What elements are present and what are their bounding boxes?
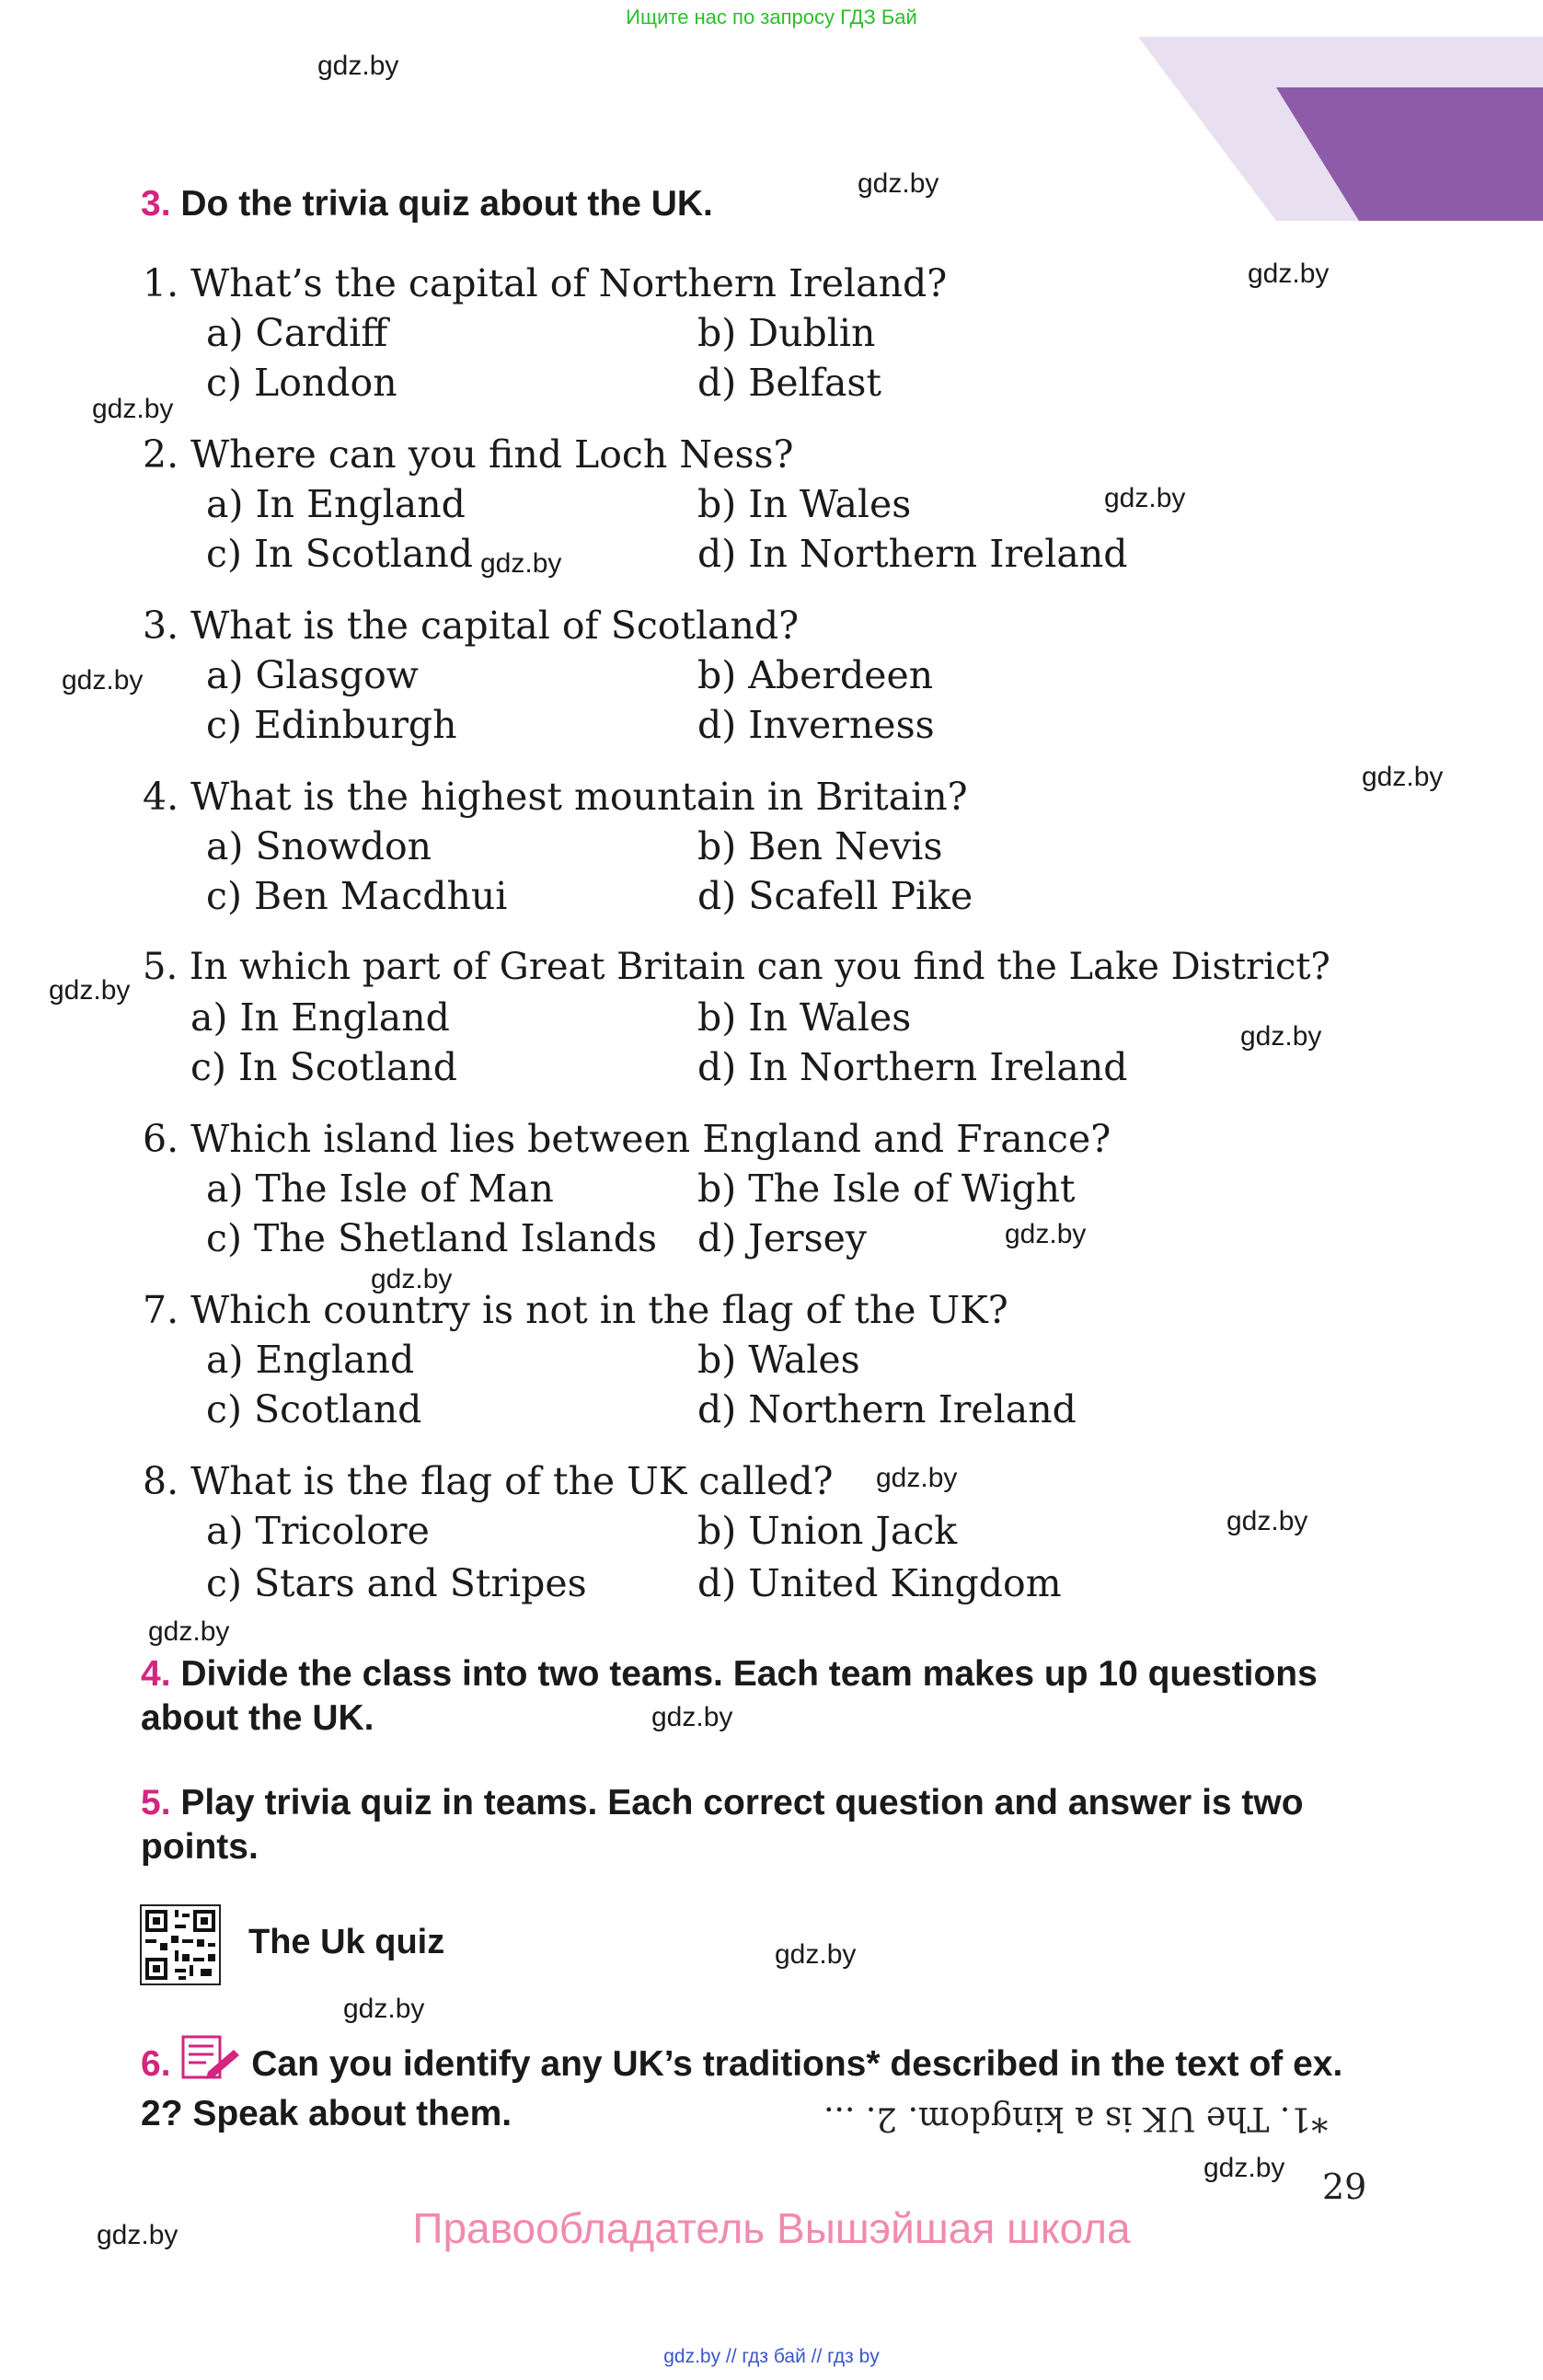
watermark: gdz.by <box>858 168 939 199</box>
option-d: d) Belfast <box>697 361 881 405</box>
exercise-3-heading <box>141 184 713 224</box>
option-b: b) The Isle of Wight <box>697 1167 1076 1211</box>
option-c: c) Edinburgh <box>206 703 457 747</box>
option-b: b) Aberdeen <box>697 653 934 697</box>
page-number: 29 <box>1322 2167 1367 2207</box>
corner-decoration <box>1138 0 1543 221</box>
option-b: b) In Wales <box>697 482 912 526</box>
option-c: c) Ben Macdhui <box>206 874 508 918</box>
option-a: a) England <box>206 1338 415 1382</box>
question-4: 4. What is the highest mountain in Britain? <box>143 775 968 819</box>
option-a: a) Snowdon <box>206 824 432 868</box>
option-c: c) The Shetland Islands <box>206 1216 657 1260</box>
watermark: gdz.by <box>1240 1021 1322 1052</box>
option-a: a) In England <box>190 995 450 1040</box>
watermark: gdz.by <box>480 548 562 579</box>
watermark: gdz.by <box>775 1939 857 1970</box>
question-8: 8. What is the flag of the UK called? <box>143 1459 834 1503</box>
option-b: b) In Wales <box>697 995 912 1040</box>
question-6: 6. Which island lies between England and France? <box>143 1117 1111 1161</box>
option-d: d) Jersey <box>697 1216 868 1260</box>
qr-code-icon <box>142 1906 219 1983</box>
option-c: c) Stars and Stripes <box>206 1561 587 1605</box>
watermark: gdz.by <box>876 1463 958 1493</box>
option-a: a) Tricolore <box>206 1509 430 1553</box>
option-d: d) In Northern Ireland <box>697 1045 1128 1089</box>
question-3: 3. What is the capital of Scotland? <box>143 604 800 648</box>
option-d: d) United Kingdom <box>697 1561 1062 1605</box>
exercise-text: Can you identify any UK’s traditions* described in the text of ex. 2? Speak about them. <box>141 2044 1343 2133</box>
bottom-links[interactable]: gdz.by // гдз бай // гдз by <box>663 2346 880 2367</box>
option-a: a) Glasgow <box>206 653 419 697</box>
exercise-number: 4. <box>141 1654 171 1694</box>
footnote: *1. The UK is a kingdom. 2. ... <box>823 2099 1329 2137</box>
option-d: d) Inverness <box>697 703 935 747</box>
watermark: gdz.by <box>62 665 144 696</box>
watermark: gdz.by <box>1248 259 1330 289</box>
watermark: gdz.by <box>1226 1506 1308 1536</box>
option-b: b) Ben Nevis <box>697 824 943 868</box>
watermark: gdz.by <box>92 394 174 424</box>
top-banner: Ищите нас по запросу ГДЗ Бай <box>626 6 917 29</box>
option-b: b) Wales <box>697 1338 860 1382</box>
exercise-5 <box>141 1781 1383 1869</box>
option-b: b) Union Jack <box>697 1509 958 1553</box>
exercise-number: 6. <box>141 2044 171 2084</box>
option-c: c) Scotland <box>206 1387 422 1431</box>
watermark: gdz.by <box>1005 1219 1087 1249</box>
question-2: 2. Where can you find Loch Ness? <box>143 432 794 477</box>
watermark: gdz.by <box>148 1616 230 1647</box>
qr-label: The Uk quiz <box>248 1923 445 1961</box>
option-d: d) Scafell Pike <box>697 874 973 918</box>
watermark: gdz.by <box>371 1264 453 1294</box>
watermark: gdz.by <box>49 975 131 1006</box>
option-a: a) Cardiff <box>206 311 388 355</box>
pencil-note-icon <box>180 2031 241 2092</box>
watermark: gdz.by <box>1203 2153 1285 2183</box>
rights-holder: Правообладатель Вышэйшая школа <box>412 2204 1131 2252</box>
option-b: b) Dublin <box>697 311 876 355</box>
question-1: 1. What’s the capital of Northern Ireland? <box>143 261 948 305</box>
exercise-number: 5. <box>141 1783 171 1822</box>
watermark: gdz.by <box>1362 762 1444 792</box>
exercise-4 <box>141 1652 1383 1741</box>
option-c: c) London <box>206 361 397 405</box>
watermark: gdz.by <box>343 1994 425 2024</box>
option-c: c) In Scotland <box>190 1045 458 1089</box>
exercise-number: 3. <box>141 184 171 224</box>
watermark: gdz.by <box>317 51 399 81</box>
qr-code[interactable] <box>140 1904 221 1985</box>
option-c: c) In Scotland <box>206 532 474 576</box>
question-7: 7. Which country is not in the flag of the UK? <box>143 1288 1008 1332</box>
watermark: gdz.by <box>1104 483 1186 513</box>
option-a: a) In England <box>206 482 466 526</box>
watermark: gdz.by <box>97 2220 178 2250</box>
exercise-text: Play trivia quiz in teams. Each correct question and answer is two points. <box>141 1783 1304 1867</box>
exercise-text: Divide the class into two teams. Each team makes up 10 questions about the UK. <box>141 1654 1318 1738</box>
exercise-title: Do the trivia quiz about the UK. <box>180 184 713 224</box>
option-a: a) The Isle of Man <box>206 1167 554 1211</box>
option-d: d) Northern Ireland <box>697 1387 1077 1431</box>
watermark: gdz.by <box>651 1702 733 1732</box>
option-d: d) In Northern Ireland <box>697 532 1128 576</box>
question-5: 5. In which part of Great Britain can you find the Lake District? <box>143 946 1330 988</box>
